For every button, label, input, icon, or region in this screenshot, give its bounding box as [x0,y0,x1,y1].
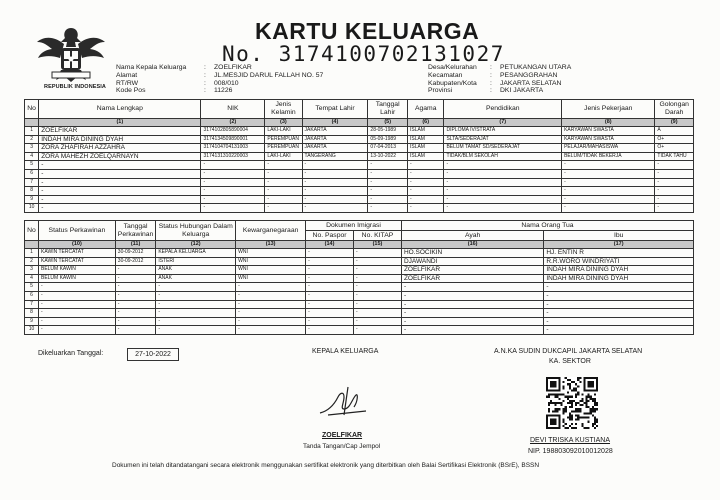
table-cell: 05-09-1989 [368,135,408,144]
field-value: 008/010 [214,79,239,87]
table-cell: - [302,204,368,213]
table-cell: TANGERANG [302,152,368,161]
table-cell: - [201,169,265,178]
official-nip: NIP. 198803092010012028 [528,448,613,455]
index-cell: (1) [39,119,201,127]
table-cell: DIPLOMA IV/STRATA [444,127,562,136]
table-cell: - [236,300,306,309]
status-header-row [25,221,694,231]
table-cell: 7 [25,178,39,187]
table-cell: JAKARTA [302,127,368,136]
table-cell: - [354,291,402,300]
table-cell: 8 [25,187,39,196]
index-cell: (6) [407,119,444,127]
garuda-emblem-icon [34,22,108,84]
table-cell: ISLAM [407,144,444,153]
table-cell: 5 [25,161,39,170]
col-header: Jenis Kelamin [265,100,302,119]
table-cell: O+ [655,144,694,153]
table-cell: 1 [25,249,39,258]
table-cell: 13-10-2022 [368,152,408,161]
table-cell: JAKARTA [302,144,368,153]
table-cell: - [115,274,156,283]
field-value: JL.MESJID DARUL FALLAH NO. 57 [214,71,324,79]
table-cell: - [444,161,562,170]
table-cell: - [401,326,543,335]
table-cell: - [655,161,694,170]
official-name: DEVI TRISKA KUSTIANA [530,437,611,444]
table-cell: - [38,291,115,300]
table-cell: - [368,161,408,170]
table-cell: - [236,283,306,292]
table-cell: - [407,187,444,196]
table-cell: - [354,266,402,275]
table-cell: A [655,127,694,136]
index-cell: (7) [444,119,562,127]
table-cell: - [401,283,543,292]
index-cell: (13) [236,241,306,249]
table-cell: - [265,187,302,196]
table-cell: - [38,326,115,335]
col-header: No. KITAP [354,231,402,241]
index-cell: (3) [265,119,302,127]
status-table [24,220,694,335]
col-header: Kewarganegaraan [236,221,306,241]
field-label: Desa/Kelurahan [428,64,477,71]
table-cell: - [201,204,265,213]
table-cell: TIDAK/BLM SEKOLAH [444,152,562,161]
table-cell: - [444,169,562,178]
table-cell: - [38,300,115,309]
table-cell: - [306,326,354,335]
table-cell: INDAH MIRA DINING DYAH [39,135,201,144]
index-cell: (5) [368,119,408,127]
table-cell: ANAK [156,274,236,283]
table-cell: WNI [236,274,306,283]
table-cell: BELUM TAMAT SD/SEDERAJAT [444,144,562,153]
table-cell: SLTA/SEDERAJAT [444,135,562,144]
table-cell: - [354,326,402,335]
table-cell: - [236,309,306,318]
table-row [25,326,694,335]
table-cell: - [115,317,156,326]
table-cell: - [544,291,694,300]
index-cell: (12) [156,241,236,249]
table-cell: - [306,274,354,283]
index-cell: (4) [302,119,368,127]
table-cell: 4 [25,152,39,161]
table-cell: LAKI-LAKI [265,152,302,161]
issued-date: 27-10-2022 [127,348,179,361]
col-header: NIK [201,100,265,119]
table-cell: - [444,204,562,213]
table-cell: 2 [25,257,39,266]
table-cell: - [306,291,354,300]
col-header: Nama Lengkap [39,100,201,119]
index-cell: (14) [306,241,354,249]
table-cell: INDAH MIRA DINING DYAH [544,266,694,275]
table-cell: - [302,195,368,204]
field-row: Kecamatan : PESANGGRAHAN [428,71,558,79]
disclaimer-text: Dokumen ini telah ditandatangani secara elektronik menggunakan sertifikat elektronik yang diterbitkan oleh Balai Sertifikasi Elektronik (BSrE), BSSN [112,462,540,469]
field-value: DKI JAKARTA [500,87,544,95]
table-cell: - [354,317,402,326]
table-row [25,204,694,213]
table-cell: - [265,178,302,187]
index-row [25,119,694,127]
field-label: Kabupaten/Kota [428,79,477,87]
field-value: PESANGGRAHAN [500,71,558,79]
table-cell: - [562,187,655,196]
col-header: Dokumen Imigrasi [306,221,402,231]
field-row: Alamat : JL.MESJID DARUL FALLAH NO. 57 [116,71,324,79]
issued-label: Dikeluarkan Tanggal: [38,350,104,357]
table-cell: - [354,309,402,318]
table-cell: - [201,187,265,196]
table-cell: JAKARTA [302,135,368,144]
table-cell: - [368,195,408,204]
field-row: Desa/Kelurahan : PETUKANGAN UTARA [428,64,572,71]
table-row [25,178,694,187]
table-row [25,309,694,318]
document-title: KARTU KELUARGA [255,18,480,44]
table-row [25,152,694,161]
table-cell: - [562,195,655,204]
table-cell: - [156,309,236,318]
table-cell: 2 [25,135,39,144]
table-cell: - [444,187,562,196]
table-cell: - [401,309,543,318]
table-cell: - [354,249,402,258]
field-value: PETUKANGAN UTARA [500,64,572,71]
index-cell: (11) [115,241,156,249]
table-cell: - [265,204,302,213]
table-cell: PEREMPUAN [265,135,302,144]
table-row [25,266,694,275]
table-row [25,144,694,153]
field-value: ZOELFIKAR [214,64,252,71]
table-cell: BELUM/TIDAK BEKERJA [562,152,655,161]
field-row: Kode Pos : 11226 [116,87,233,95]
table-cell: - [236,317,306,326]
field-value: 11226 [214,87,233,95]
table-cell: - [655,195,694,204]
table-cell: - [265,161,302,170]
index-cell: (2) [201,119,265,127]
field-row: Provinsi : DKI JAKARTA [428,87,544,95]
col-header: Jenis Pekerjaan [562,100,655,119]
table-cell: HO.SOCIKIN [401,249,543,258]
col-header: Tanggal Perkawinan [115,221,156,241]
members-table [24,99,694,213]
table-cell: ZOELFIKAR [401,266,543,275]
table-cell: ZORA ZHAFIRAH AZZAHRA [39,144,201,153]
table-row [25,135,694,144]
table-cell: - [354,300,402,309]
table-cell: 4 [25,274,39,283]
table-cell: WNI [236,266,306,275]
table-row [25,169,694,178]
table-cell: - [156,291,236,300]
table-row [25,283,694,292]
col-header: No [25,221,39,241]
table-row [25,161,694,170]
table-cell: - [407,178,444,187]
table-cell: 9 [25,317,39,326]
header-right-fields [428,64,571,95]
field-label: RT/RW [116,79,139,87]
table-cell: - [368,178,408,187]
table-cell: - [562,161,655,170]
table-cell: 30-09-2012 [115,257,156,266]
table-cell: - [156,326,236,335]
table-cell: - [562,178,655,187]
table-cell: - [401,300,543,309]
table-cell: - [354,257,402,266]
table-cell: 3174131310220003 [201,152,265,161]
head-title: KEPALA KELUARGA [312,348,379,355]
table-cell: 3174104704131003 [201,144,265,153]
index-cell: (15) [354,241,402,249]
index-cell: (9) [655,119,694,127]
table-cell: - [544,300,694,309]
table-row [25,291,694,300]
table-cell: KARYAWAN SWASTA [562,127,655,136]
card-number: No. 3174100702131027 [222,42,505,66]
table-cell: 07-04-2013 [368,144,408,153]
republik-indonesia-label: REPUBLIK INDONESIA [44,84,106,90]
col-header: No [25,100,39,119]
table-cell: ISLAM [407,152,444,161]
table-cell: 6 [25,169,39,178]
table-cell: - [354,283,402,292]
members-header-row [25,100,694,119]
table-cell: 6 [25,291,39,300]
table-cell: - [544,309,694,318]
table-cell: - [544,326,694,335]
col-header: Status Perkawinan [38,221,115,241]
table-cell: ISLAM [407,135,444,144]
table-cell: - [156,283,236,292]
table-cell: - [655,204,694,213]
table-cell: PELAJAR/MAHASISWA [562,144,655,153]
table-cell: BELUM KAWIN [38,274,115,283]
table-cell: - [201,178,265,187]
table-cell: TIDAK TAHU [655,152,694,161]
table-cell: - [407,169,444,178]
table-cell: - [156,300,236,309]
head-name: ZOELFIKAR [322,432,363,439]
col-header: Tanggal Lahir [368,100,408,119]
field-label: Provinsi [428,87,453,95]
table-cell: 10 [25,326,39,335]
header-left-fields [116,64,323,95]
table-cell: - [236,326,306,335]
table-cell: KAWIN TERCATAT [38,249,115,258]
table-cell: - [655,169,694,178]
table-cell: KARYAWAN SWASTA [562,135,655,144]
table-cell: ISTERI [156,257,236,266]
table-cell: - [201,161,265,170]
table-cell: - [38,309,115,318]
table-cell: - [39,169,201,178]
table-cell: - [306,317,354,326]
signature-icon [314,385,374,421]
field-row: RT/RW : 008/010 [116,79,239,87]
field-label: Alamat [116,71,138,79]
table-cell: - [407,195,444,204]
index-cell [25,241,39,249]
table-cell: BELUM KAWIN [38,266,115,275]
table-cell: 30-09-2012 [115,249,156,258]
table-cell: - [444,178,562,187]
index-cell: (16) [401,241,543,249]
col-header: Agama [407,100,444,119]
table-row [25,274,694,283]
table-cell: - [306,266,354,275]
table-cell: - [236,291,306,300]
table-cell: - [39,161,201,170]
col-header: Ayah [401,231,543,241]
table-cell: - [655,178,694,187]
table-row [25,127,694,136]
col-header: Pendidikan [444,100,562,119]
table-cell: - [407,161,444,170]
table-cell: 5 [25,283,39,292]
table-cell: - [115,309,156,318]
index-cell: (8) [562,119,655,127]
table-cell: - [655,187,694,196]
table-cell: 3174102805890004 [201,127,265,136]
col-header: Ibu [544,231,694,241]
table-cell: - [302,178,368,187]
field-label: Kode Pos [116,87,146,95]
col-header: Status Hubungan Dalam Keluarga [156,221,236,241]
table-cell: - [306,283,354,292]
table-cell: KEPALA KELUARGA [156,249,236,258]
table-cell: - [544,283,694,292]
table-cell: - [302,169,368,178]
table-cell: 28-05-1989 [368,127,408,136]
head-caption: Tanda Tangan/Cap Jempol [303,443,381,450]
table-row [25,195,694,204]
table-cell: - [39,178,201,187]
table-cell: - [302,187,368,196]
table-cell: - [265,169,302,178]
col-header: Golongan Darah [655,100,694,119]
table-cell: - [562,169,655,178]
field-label: Nama Kepala Keluarga [116,64,187,71]
table-cell: ZOELFIKAR [39,127,201,136]
index-row [25,241,694,249]
table-cell: - [115,266,156,275]
table-cell: O+ [655,135,694,144]
table-cell: KAWIN TERCATAT [38,257,115,266]
table-cell: - [368,187,408,196]
index-cell [25,119,39,127]
index-cell: (10) [38,241,115,249]
table-row [25,300,694,309]
table-cell: - [38,283,115,292]
table-cell: - [115,326,156,335]
table-cell: 8 [25,309,39,318]
table-cell: - [201,195,265,204]
table-cell: DJAWANDI [401,257,543,266]
table-row [25,317,694,326]
table-cell: - [306,249,354,258]
table-row [25,187,694,196]
table-cell: - [39,204,201,213]
table-cell: - [115,291,156,300]
table-cell: R.R.WORO WINDRIYATI [544,257,694,266]
table-cell: - [115,300,156,309]
index-cell: (17) [544,241,694,249]
field-row: Nama Kepala Keluarga : ZOELFIKAR [116,64,252,71]
table-cell: ANAK [156,266,236,275]
table-cell: WNI [236,249,306,258]
table-cell: 3 [25,266,39,275]
table-cell: - [39,195,201,204]
field-row: Kabupaten/Kota : JAKARTA SELATAN [428,79,562,87]
table-cell: - [265,195,302,204]
table-cell: - [306,309,354,318]
table-cell: - [368,204,408,213]
official-subtitle: KA. SEKTOR [549,358,591,365]
qr-code-icon [546,377,598,429]
table-cell: 7 [25,300,39,309]
table-cell: - [39,187,201,196]
table-cell: - [562,204,655,213]
table-row [25,257,694,266]
table-cell: 3 [25,144,39,153]
table-cell: ZOELFIKAR [401,274,543,283]
table-cell: - [115,283,156,292]
table-cell: - [38,317,115,326]
col-header: Nama Orang Tua [401,221,693,231]
table-cell: WNI [236,257,306,266]
table-cell: - [368,169,408,178]
table-cell: PEREMPUAN [265,144,302,153]
table-cell: - [401,317,543,326]
table-cell: - [354,274,402,283]
table-cell: 3174134509890001 [201,135,265,144]
table-cell: 1 [25,127,39,136]
table-cell: - [302,161,368,170]
table-cell: 10 [25,204,39,213]
table-cell: - [156,317,236,326]
field-value: JAKARTA SELATAN [500,79,562,87]
field-label: Kecamatan [428,71,463,79]
col-header: Tempat Lahir [302,100,368,119]
table-cell: - [544,317,694,326]
table-cell: - [407,204,444,213]
table-cell: - [306,257,354,266]
table-cell: - [444,195,562,204]
col-header: No. Paspor [306,231,354,241]
table-cell: - [401,291,543,300]
table-cell: LAKI-LAKI [265,127,302,136]
table-cell: HJ. ENTIN R [544,249,694,258]
table-row [25,249,694,258]
table-cell: ISLAM [407,127,444,136]
table-cell: ZORA MAHEZH ZOELQARNAYN [39,152,201,161]
table-cell: INDAH MIRA DINING DYAH [544,274,694,283]
official-title: A.N.KA SUDIN DUKCAPIL JAKARTA SELATAN [494,348,643,355]
table-cell: - [306,300,354,309]
table-cell: 9 [25,195,39,204]
